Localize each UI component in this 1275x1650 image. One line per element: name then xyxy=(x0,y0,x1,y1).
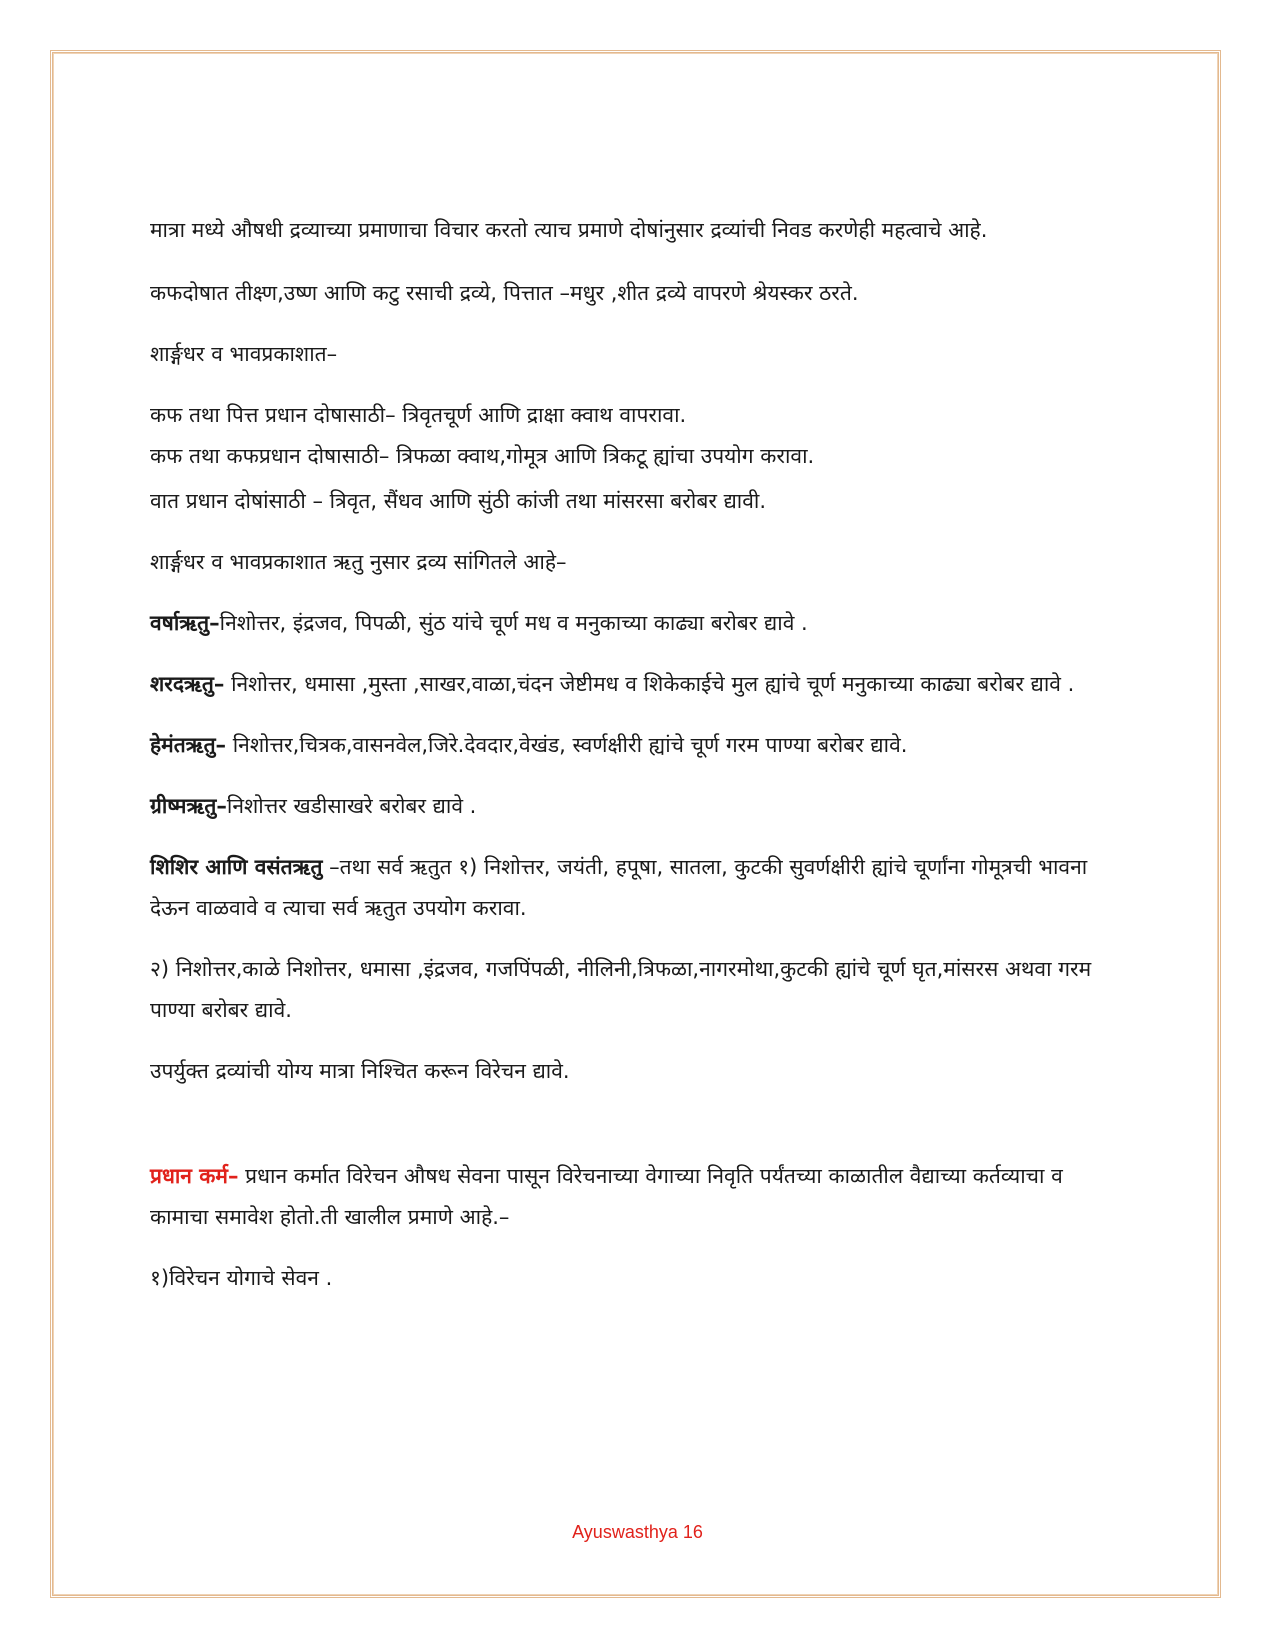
paragraph-varsha-ritu xyxy=(150,603,1125,644)
pradhan-karma-text: प्रधान कर्मात विरेचन औषध सेवना पासून विरेचनाच्या वेगाच्या निवृति पर्यंतच्या काळातील वैद्याच्या कर्तव्याचा व कामाचा समावेश होतो.ती खालील प्रमाणे आहे.– xyxy=(150,1164,1063,1229)
sharad-text: निशोत्तर, धमासा ,मुस्ता ,साखर,वाळा,चंदन जेष्टीमध व शिकेकाईचे मुल ह्यांचे चूर्ण मनुकाच्या काढ्या बरोबर द्यावे . xyxy=(224,672,1075,696)
paragraph-sharangdhar: शार्ङ्गधर व भावप्रकाशात– xyxy=(150,342,338,366)
paragraph-vata-pradhan: वात प्रधान दोषांसाठी – त्रिवृत, सैंधव आणि सुंठी कांजी तथा मांसरसा बरोबर द्यावी. xyxy=(150,489,767,513)
shishir-label: शिशिर आणि वसंतऋतु xyxy=(150,855,323,879)
paragraph-hemant-ritu xyxy=(150,725,1125,766)
pradhan-karma-heading: प्रधान कर्म– xyxy=(150,1164,239,1188)
page-content xyxy=(150,210,1125,1299)
sharad-label: शरदऋतु– xyxy=(150,672,225,696)
paragraph-sharad-ritu xyxy=(150,664,1125,705)
paragraph-matra: मात्रा मध्ये औषधी द्रव्याच्या प्रमाणाचा विचार करतो त्याच प्रमाणे दोषांनुसार द्रव्यांची निवड करणेही महत्वाचे आहे. xyxy=(150,218,988,242)
varsha-text: निशोत्तर, इंद्रजव, पिपळी, सुंठ यांचे चूर्ण मध व मनुकाच्या काढ्या बरोबर द्यावे . xyxy=(219,611,808,635)
page-footer: Ayuswasthya 16 xyxy=(572,1522,703,1542)
paragraph-pradhan-karma xyxy=(150,1156,1125,1238)
grishma-label: ग्रीष्मऋतु– xyxy=(150,794,227,818)
paragraph-conclusion: उपर्युक्त द्रव्यांची योग्य मात्रा निश्चित करून विरेचन द्यावे. xyxy=(150,1059,570,1083)
paragraph-grishma-ritu xyxy=(150,786,1125,827)
paragraph-kapha-pitta: कफ तथा पित्त प्रधान दोषासाठी– त्रिवृतचूर्ण आणि द्राक्षा क्वाथ वापरावा. xyxy=(150,403,687,427)
shishir-text: –तथा सर्व ऋतुत १) निशोत्तर, जयंती, हपूषा, सातला, कुटकी सुवर्णक्षीरी ह्यांचे चूर्णांना गोमूत्रची भावना देऊन वाळवावे व त्याचा सर्व ऋतुत उपयोग करावा. xyxy=(150,855,1088,920)
hemant-label: हेमंतऋतु– xyxy=(150,733,227,757)
paragraph-kapha-dosha: कफदोषात तीक्ष्ण,उष्ण आणि कटु रसाची द्रव्ये, पित्तात –मधुर ,शीत द्रव्ये वापरणे श्रेयस्कर ठरते. xyxy=(150,281,859,305)
paragraph-step-one: १)विरेचन योगाचे सेवन . xyxy=(150,1266,333,1290)
grishma-text: निशोत्तर खडीसाखरे बरोबर द्यावे . xyxy=(226,794,477,818)
paragraph-ritu-intro: शार्ङ्गधर व भावप्रकाशात ऋतु नुसार द्रव्य सांगितले आहे– xyxy=(150,550,567,574)
paragraph-shishir-vasant-ritu xyxy=(150,847,1125,929)
hemant-text: निशोत्तर,चित्रक,वासनवेल,जिरे.देवदार,वेखंड, स्वर्णक्षीरी ह्यांचे चूर्ण गरम पाण्या बरोबर द्यावे. xyxy=(226,733,908,757)
paragraph-option-two: २) निशोत्तर,काळे निशोत्तर, धमासा ,इंद्रजव, गजपिंपळी, नीलिनी,त्रिफळा,नागरमोथा,कुटकी ह्यांचे चूर्ण घृत,मांसरस अथवा गरम पाण्या बरोबर द्यावे. xyxy=(150,957,1092,1022)
paragraph-kapha-pradhan: कफ तथा कफप्रधान दोषासाठी– त्रिफळा क्वाथ,गोमूत्र आणि त्रिकटू ह्यांचा उपयोग करावा. xyxy=(150,444,815,468)
varsha-label: वर्षाऋतु– xyxy=(150,611,220,635)
